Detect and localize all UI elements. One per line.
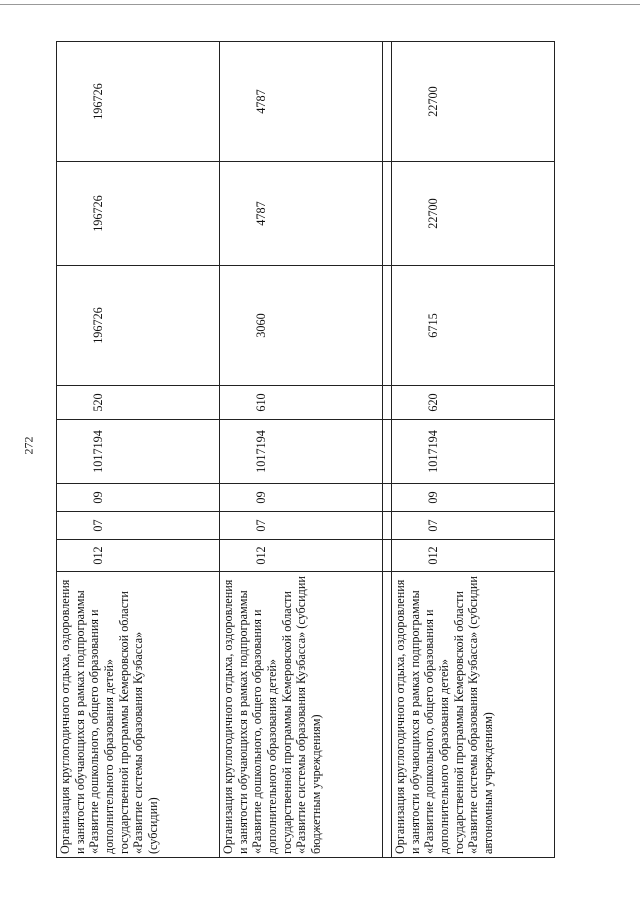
budget-table-container — [56, 42, 495, 858]
subsection-code-cell: 09 — [220, 484, 383, 512]
table-row — [220, 42, 383, 858]
target-code-cell: 1017194 — [57, 420, 220, 484]
separator-cell — [383, 162, 392, 266]
expense-type-cell: 620 — [392, 386, 555, 420]
value-cell-3: 196726 — [57, 42, 220, 162]
table-row — [392, 42, 555, 858]
subsection-code-cell: 09 — [57, 484, 220, 512]
ministry-code-cell: 012 — [392, 540, 555, 572]
expense-type-cell: 520 — [57, 386, 220, 420]
ministry-code-cell: 012 — [57, 540, 220, 572]
value-cell-2: 4787 — [220, 162, 383, 266]
separator-cell — [383, 572, 392, 858]
separator-cell — [383, 540, 392, 572]
value-cell-1: 3060 — [220, 266, 383, 386]
value-cell-1: 196726 — [57, 266, 220, 386]
separator-cell — [383, 420, 392, 484]
table-row — [57, 42, 220, 858]
budget-table — [56, 41, 555, 858]
table-separator-row — [383, 42, 392, 858]
target-code-cell: 1017194 — [392, 420, 555, 484]
value-cell-2: 196726 — [57, 162, 220, 266]
expense-name-cell: Организация круглогодичного отдыха, оздоровления и занятости обучающихся в рамках подпрограммы «Развитие дошкольного, общего образования и дополнительного образования детей» государственной программы Кемеровской области «Развитие системы образования Кузбасса» (субсидии) — [57, 572, 220, 858]
section-code-cell: 07 — [220, 512, 383, 540]
page-number: 272 — [21, 436, 36, 455]
value-cell-2: 22700 — [392, 162, 555, 266]
expense-type-cell: 610 — [220, 386, 383, 420]
target-code-cell: 1017194 — [220, 420, 383, 484]
separator-cell — [383, 512, 392, 540]
value-cell-3: 22700 — [392, 42, 555, 162]
expense-name-cell: Организация круглогодичного отдыха, оздоровления и занятости обучающихся в рамках подпрограммы «Развитие дошкольного, общего образования и дополнительного образования детей» государственной программы Кемеровской области «Развитие системы образования Кузбасса» (субсидии бюджетным учреждениям) — [220, 572, 383, 858]
separator-cell — [383, 386, 392, 420]
value-cell-1: 6715 — [392, 266, 555, 386]
section-code-cell: 07 — [57, 512, 220, 540]
section-code-cell: 07 — [392, 512, 555, 540]
ministry-code-cell: 012 — [220, 540, 383, 572]
scan-top-line — [0, 4, 640, 5]
separator-cell — [383, 42, 392, 162]
value-cell-3: 4787 — [220, 42, 383, 162]
rotated-table — [56, 42, 495, 858]
subsection-code-cell: 09 — [392, 484, 555, 512]
separator-cell — [383, 266, 392, 386]
separator-cell — [383, 484, 392, 512]
expense-name-cell: Организация круглогодичного отдыха, оздоровления и занятости обучающихся в рамках подпрограммы «Развитие дошкольного, общего образования и дополнительного образования детей» государственной программы Кемеровской области «Развитие системы образования Кузбасса» (субсидии автономным учреждениям) — [392, 572, 555, 858]
